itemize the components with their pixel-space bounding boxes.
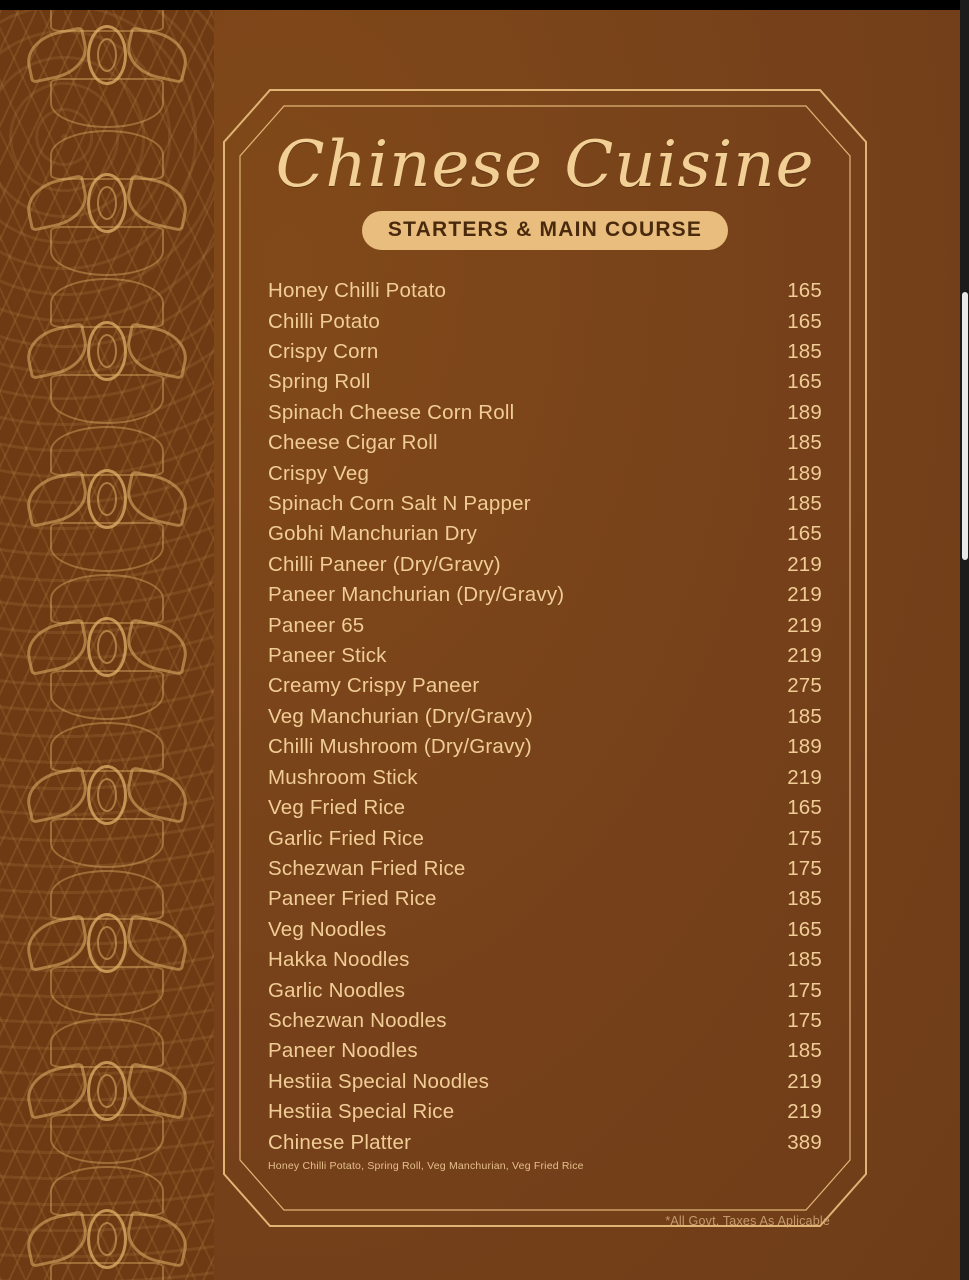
menu-item-price: 185 (787, 492, 822, 516)
menu-card (0, 10, 960, 1280)
menu-item-name: Paneer 65 (268, 613, 365, 637)
menu-item-row (268, 307, 822, 337)
menu-item-price: 185 (787, 887, 822, 911)
menu-item-row (268, 489, 822, 519)
menu-item-row (268, 1006, 822, 1036)
menu-item-name: Paneer Manchurian (Dry/Gravy) (268, 583, 565, 607)
menu-item-row (268, 337, 822, 367)
menu-item-price: 165 (787, 917, 822, 941)
menu-item-name: Garlic Fried Rice (268, 826, 425, 850)
menu-item-row (268, 945, 822, 975)
menu-item-name: Garlic Noodles (268, 978, 406, 1002)
menu-item-row (268, 367, 822, 397)
menu-item-row (268, 732, 822, 762)
damask-motif-icon (32, 1016, 182, 1166)
menu-item-price: 185 (787, 704, 822, 728)
menu-item-name: Cheese Cigar Roll (268, 431, 438, 455)
menu-item-price: 165 (787, 796, 822, 820)
menu-item-row (268, 428, 822, 458)
top-letterbox-bar (0, 0, 969, 10)
menu-item-price: 175 (787, 856, 822, 880)
menu-item-name: Spinach Corn Salt N Papper (268, 492, 531, 516)
menu-item-price: 219 (787, 613, 822, 637)
damask-motif-icon (32, 424, 182, 574)
menu-item-price: 185 (787, 340, 822, 363)
menu-item-price: 219 (787, 765, 822, 789)
menu-item-price: 189 (787, 400, 822, 424)
damask-motif-icon (32, 572, 182, 722)
menu-item-row (268, 793, 822, 823)
menu-item-name: Creamy Crispy Paneer (268, 674, 480, 698)
menu-item-name: Paneer Stick (268, 644, 387, 668)
menu-item-name: Crispy Corn (268, 340, 379, 363)
decorative-damask-border (0, 10, 214, 1280)
menu-item-name: Gobhi Manchurian Dry (268, 522, 478, 546)
menu-item-price: 189 (787, 735, 822, 759)
menu-item-row (268, 671, 822, 701)
menu-item-price: 165 (787, 309, 822, 333)
menu-item-price: 185 (787, 431, 822, 455)
damask-motif-icon (32, 10, 182, 130)
menu-item-name: Honey Chilli Potato (268, 279, 447, 303)
page-title: Chinese Cuisine (275, 128, 815, 202)
damask-motif-icon (32, 720, 182, 870)
menu-item-name: Hestiia Special Noodles (268, 1069, 490, 1093)
menu-item-row (268, 611, 822, 641)
menu-item-name: Crispy Veg (268, 461, 370, 485)
menu-item-row (268, 550, 822, 580)
menu-item-name: Hakka Noodles (268, 948, 410, 972)
menu-item-name: Hestiia Special Rice (268, 1100, 455, 1124)
menu-item-name: Paneer Fried Rice (268, 887, 437, 911)
menu-item-price: 175 (787, 978, 822, 1002)
menu-item-name: Chilli Potato (268, 309, 380, 333)
menu-item-row (268, 1097, 822, 1127)
menu-item-name: Paneer Noodles (268, 1039, 418, 1063)
subtitle-container (240, 211, 850, 250)
damask-column (0, 10, 214, 1280)
menu-item-row (268, 884, 822, 914)
menu-item-row (268, 763, 822, 793)
menu-item-row (268, 1128, 822, 1158)
menu-item-price: 175 (787, 1008, 822, 1032)
menu-item-row (268, 915, 822, 945)
menu-item-row (268, 276, 822, 306)
section-badge: STARTERS & MAIN COURSE (362, 211, 728, 250)
damask-motif-icon (32, 868, 182, 1018)
menu-item-price: 219 (787, 583, 822, 607)
menu-item-price: 275 (787, 674, 822, 698)
scrollbar-track[interactable] (960, 0, 969, 1280)
menu-item-name: Chilli Mushroom (Dry/Gravy) (268, 735, 532, 759)
menu-item-price: 165 (787, 279, 822, 303)
menu-item-row (268, 702, 822, 732)
menu-item-name: Schezwan Fried Rice (268, 856, 466, 880)
menu-item-row (268, 398, 822, 428)
menu-item-name: Spinach Cheese Corn Roll (268, 400, 515, 424)
menu-item-row (268, 641, 822, 671)
menu-item-price: 165 (787, 522, 822, 546)
menu-item-price: 219 (787, 644, 822, 668)
menu-item-name: Veg Noodles (268, 917, 387, 941)
menu-item-price: 219 (787, 1100, 822, 1124)
scrollbar-thumb[interactable] (962, 292, 968, 560)
menu-item-row (268, 459, 822, 489)
tax-footnote: *All Govt. Taxes As Aplicable (665, 1214, 830, 1228)
damask-motif-icon (32, 128, 182, 278)
menu-item-row (268, 580, 822, 610)
menu-item-name: Mushroom Stick (268, 765, 418, 789)
menu-item-price: 185 (787, 1039, 822, 1063)
menu-item-list (240, 276, 850, 1158)
menu-item-name: Chinese Platter (268, 1130, 412, 1154)
menu-item-row (268, 824, 822, 854)
menu-item-price: 189 (787, 461, 822, 485)
menu-item-price: 185 (787, 948, 822, 972)
menu-item-row (268, 976, 822, 1006)
menu-item-name: Veg Manchurian (Dry/Gravy) (268, 704, 533, 728)
damask-motif-icon (32, 1164, 182, 1280)
menu-item-name: Chilli Paneer (Dry/Gravy) (268, 552, 501, 576)
menu-item-row (268, 519, 822, 549)
menu-item-row (268, 1067, 822, 1097)
menu-item-price: 219 (787, 1069, 822, 1093)
menu-item-row (268, 854, 822, 884)
menu-content (240, 106, 850, 1172)
menu-item-name: Veg Fried Rice (268, 796, 406, 820)
menu-item-price: 165 (787, 370, 822, 394)
platter-description: Honey Chilli Potato, Spring Roll, Veg Manchurian, Veg Fried Rice (268, 1159, 584, 1172)
menu-item-name: Schezwan Noodles (268, 1008, 447, 1032)
menu-item-price: 219 (787, 552, 822, 576)
menu-item-price: 389 (787, 1130, 822, 1154)
menu-item-row (268, 1036, 822, 1066)
menu-item-price: 175 (787, 826, 822, 850)
menu-item-name: Spring Roll (268, 370, 371, 394)
damask-motif-icon (32, 276, 182, 426)
